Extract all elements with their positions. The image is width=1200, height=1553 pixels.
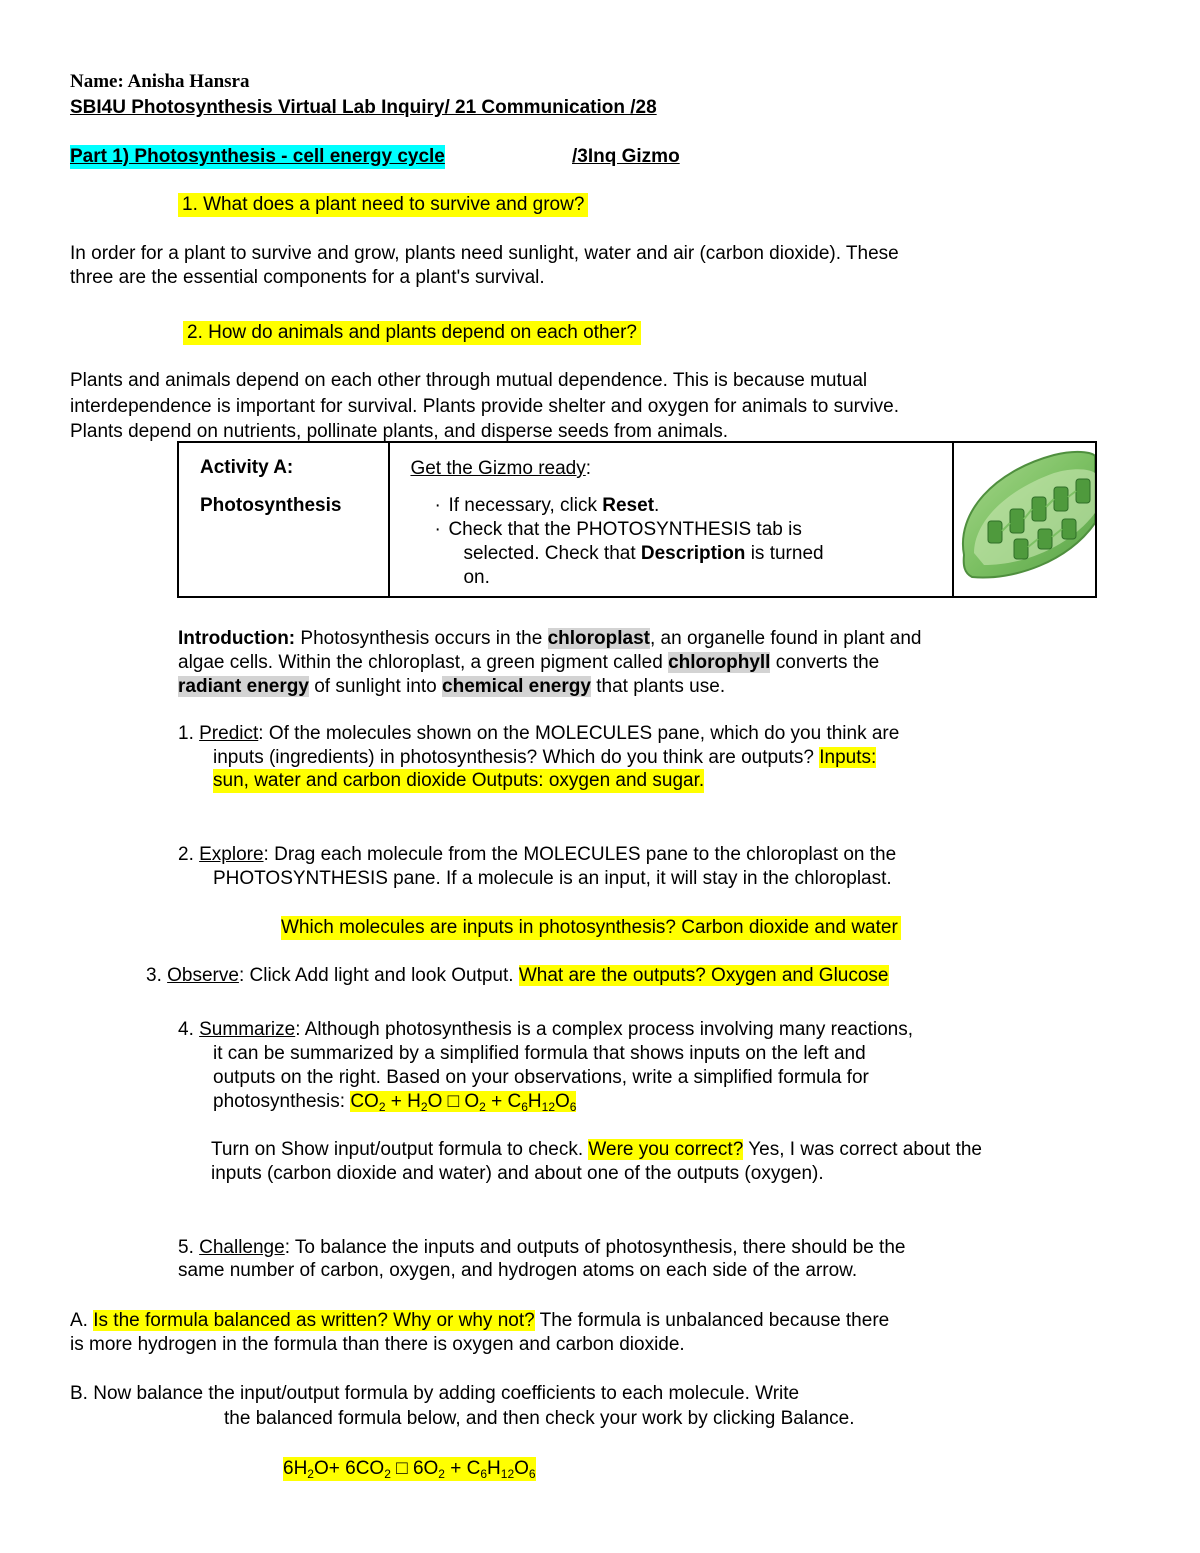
observe-line: 3. Observe: Click Add light and look Output. What are the outputs? Oxygen and Glucose xyxy=(146,965,889,986)
question-2: 2. How do animals and plants depend on each other? xyxy=(183,321,641,345)
bullet-reset: If necessary, click Reset. xyxy=(448,495,660,516)
explore-answer: Which molecules are inputs in photosynthesis? Carbon dioxide and water xyxy=(281,916,901,940)
balanced-formula: $6H_2O+ 6CO_2$ □ $6O_2 + C_6H_{12}O_6$ xyxy=(283,1458,536,1481)
chloroplast-image xyxy=(954,443,1095,596)
explore-line-1: 2. Explore: Drag each molecule from the MOLECULES pane to the chloroplast on the xyxy=(178,844,897,865)
answer-1-line-1: In order for a plant to survive and grow, plants need sunlight, water and air (carbon dioxide). These xyxy=(70,243,899,264)
term-chlorophyll: chlorophyll xyxy=(668,652,771,673)
intro-line-3: radiant energy of sunlight into chemical energy that plants use. xyxy=(178,676,726,697)
challenge-line-2: same number of carbon, oxygen, and hydrogen atoms on each side of the arrow. xyxy=(178,1260,858,1281)
term-chemical-energy: chemical energy xyxy=(442,676,591,697)
challenge-a-line-2: is more hydrogen in the formula than there is oxygen and carbon dioxide. xyxy=(70,1334,685,1355)
name-line: Name: Anisha Hansra xyxy=(70,71,250,92)
summarize-line-3: outputs on the right. Based on your observations, write a simplified formula for xyxy=(213,1067,869,1088)
answer-1-line-2: three are the essential components for a plant's survival. xyxy=(70,267,545,288)
activity-table xyxy=(177,441,1097,598)
challenge-line-1: 5. Challenge: To balance the inputs and outputs of photosynthesis, there should be the xyxy=(178,1237,906,1258)
part1-heading: Part 1) Photosynthesis - cell energy cycle xyxy=(70,146,445,167)
predict-line-1: 1. Predict: Of the molecules shown on the MOLECULES pane, which do you think are xyxy=(178,723,900,744)
summarize-check-line-2: inputs (carbon dioxide and water) and about one of the outputs (oxygen). xyxy=(211,1163,824,1184)
answer-2-line-3: Plants depend on nutrients, pollinate plants, and disperse seeds from animals. xyxy=(70,421,729,442)
activity-label: Activity A: xyxy=(200,457,294,478)
simplified-formula: $CO_2 + H_2O$ □ $O_2 + C_6H_{12}O_6$ xyxy=(350,1091,577,1114)
question-1: 1. What does a plant need to survive and grow? xyxy=(178,193,588,217)
activity-name: Photosynthesis xyxy=(200,495,342,516)
part1-marks: /3Inq Gizmo xyxy=(572,146,680,167)
bullet-dot: · xyxy=(434,495,441,516)
term-chloroplast: chloroplast xyxy=(547,628,650,649)
gizmo-ready-heading: Get the Gizmo ready: xyxy=(410,458,592,479)
page-title: SBI4U Photosynthesis Virtual Lab Inquiry/ 21 Communication /28 xyxy=(70,97,657,118)
bullet-tab-line-3: on. xyxy=(463,567,490,588)
challenge-a-line-1: A. Is the formula balanced as written? Why or why not? The formula is unbalanced because there xyxy=(70,1310,890,1331)
bullet-tab-line-1: Check that the PHOTOSYNTHESIS tab is xyxy=(448,519,802,540)
predict-line-2: inputs (ingredients) in photosynthesis? Which do you think are outputs? Inputs: xyxy=(213,747,877,768)
answer-2-line-1: Plants and animals depend on each other through mutual dependence. This is because mutual xyxy=(70,370,868,391)
term-radiant-energy: radiant energy xyxy=(178,676,309,697)
challenge-b-line-1: B. Now balance the input/output formula by adding coefficients to each molecule. Write xyxy=(70,1383,800,1404)
summarize-check-line-1: Turn on Show input/output formula to check. Were you correct? Yes, I was correct about the xyxy=(211,1139,982,1160)
chloroplast-icon xyxy=(954,443,1095,593)
predict-answer: sun, water and carbon dioxide Outputs: oxygen and sugar. xyxy=(213,770,705,791)
summarize-formula-line: photosynthesis: $CO_2 + H_2O$ □ $O_2 + C_6H_{12}O_6$ xyxy=(213,1091,577,1114)
intro-line-2: algae cells. Within the chloroplast, a green pigment called chlorophyll converts the xyxy=(178,652,880,673)
summarize-line-1: 4. Summarize: Although photosynthesis is a complex process involving many reactions, xyxy=(178,1019,914,1040)
bullet-dot: · xyxy=(434,519,441,540)
explore-line-2: PHOTOSYNTHESIS pane. If a molecule is an input, it will stay in the chloroplast. xyxy=(213,868,892,889)
challenge-b-line-2: the balanced formula below, and then check your work by clicking Balance. xyxy=(224,1408,855,1429)
summarize-line-2: it can be summarized by a simplified formula that shows inputs on the left and xyxy=(213,1043,866,1064)
answer-2-line-2: interdependence is important for survival. Plants provide shelter and oxygen for animals to survive. xyxy=(70,396,900,417)
intro-line-1: Introduction: Photosynthesis occurs in the chloroplast, an organelle found in plant and xyxy=(178,628,922,649)
bullet-tab-line-2: selected. Check that Description is turned xyxy=(463,543,824,564)
